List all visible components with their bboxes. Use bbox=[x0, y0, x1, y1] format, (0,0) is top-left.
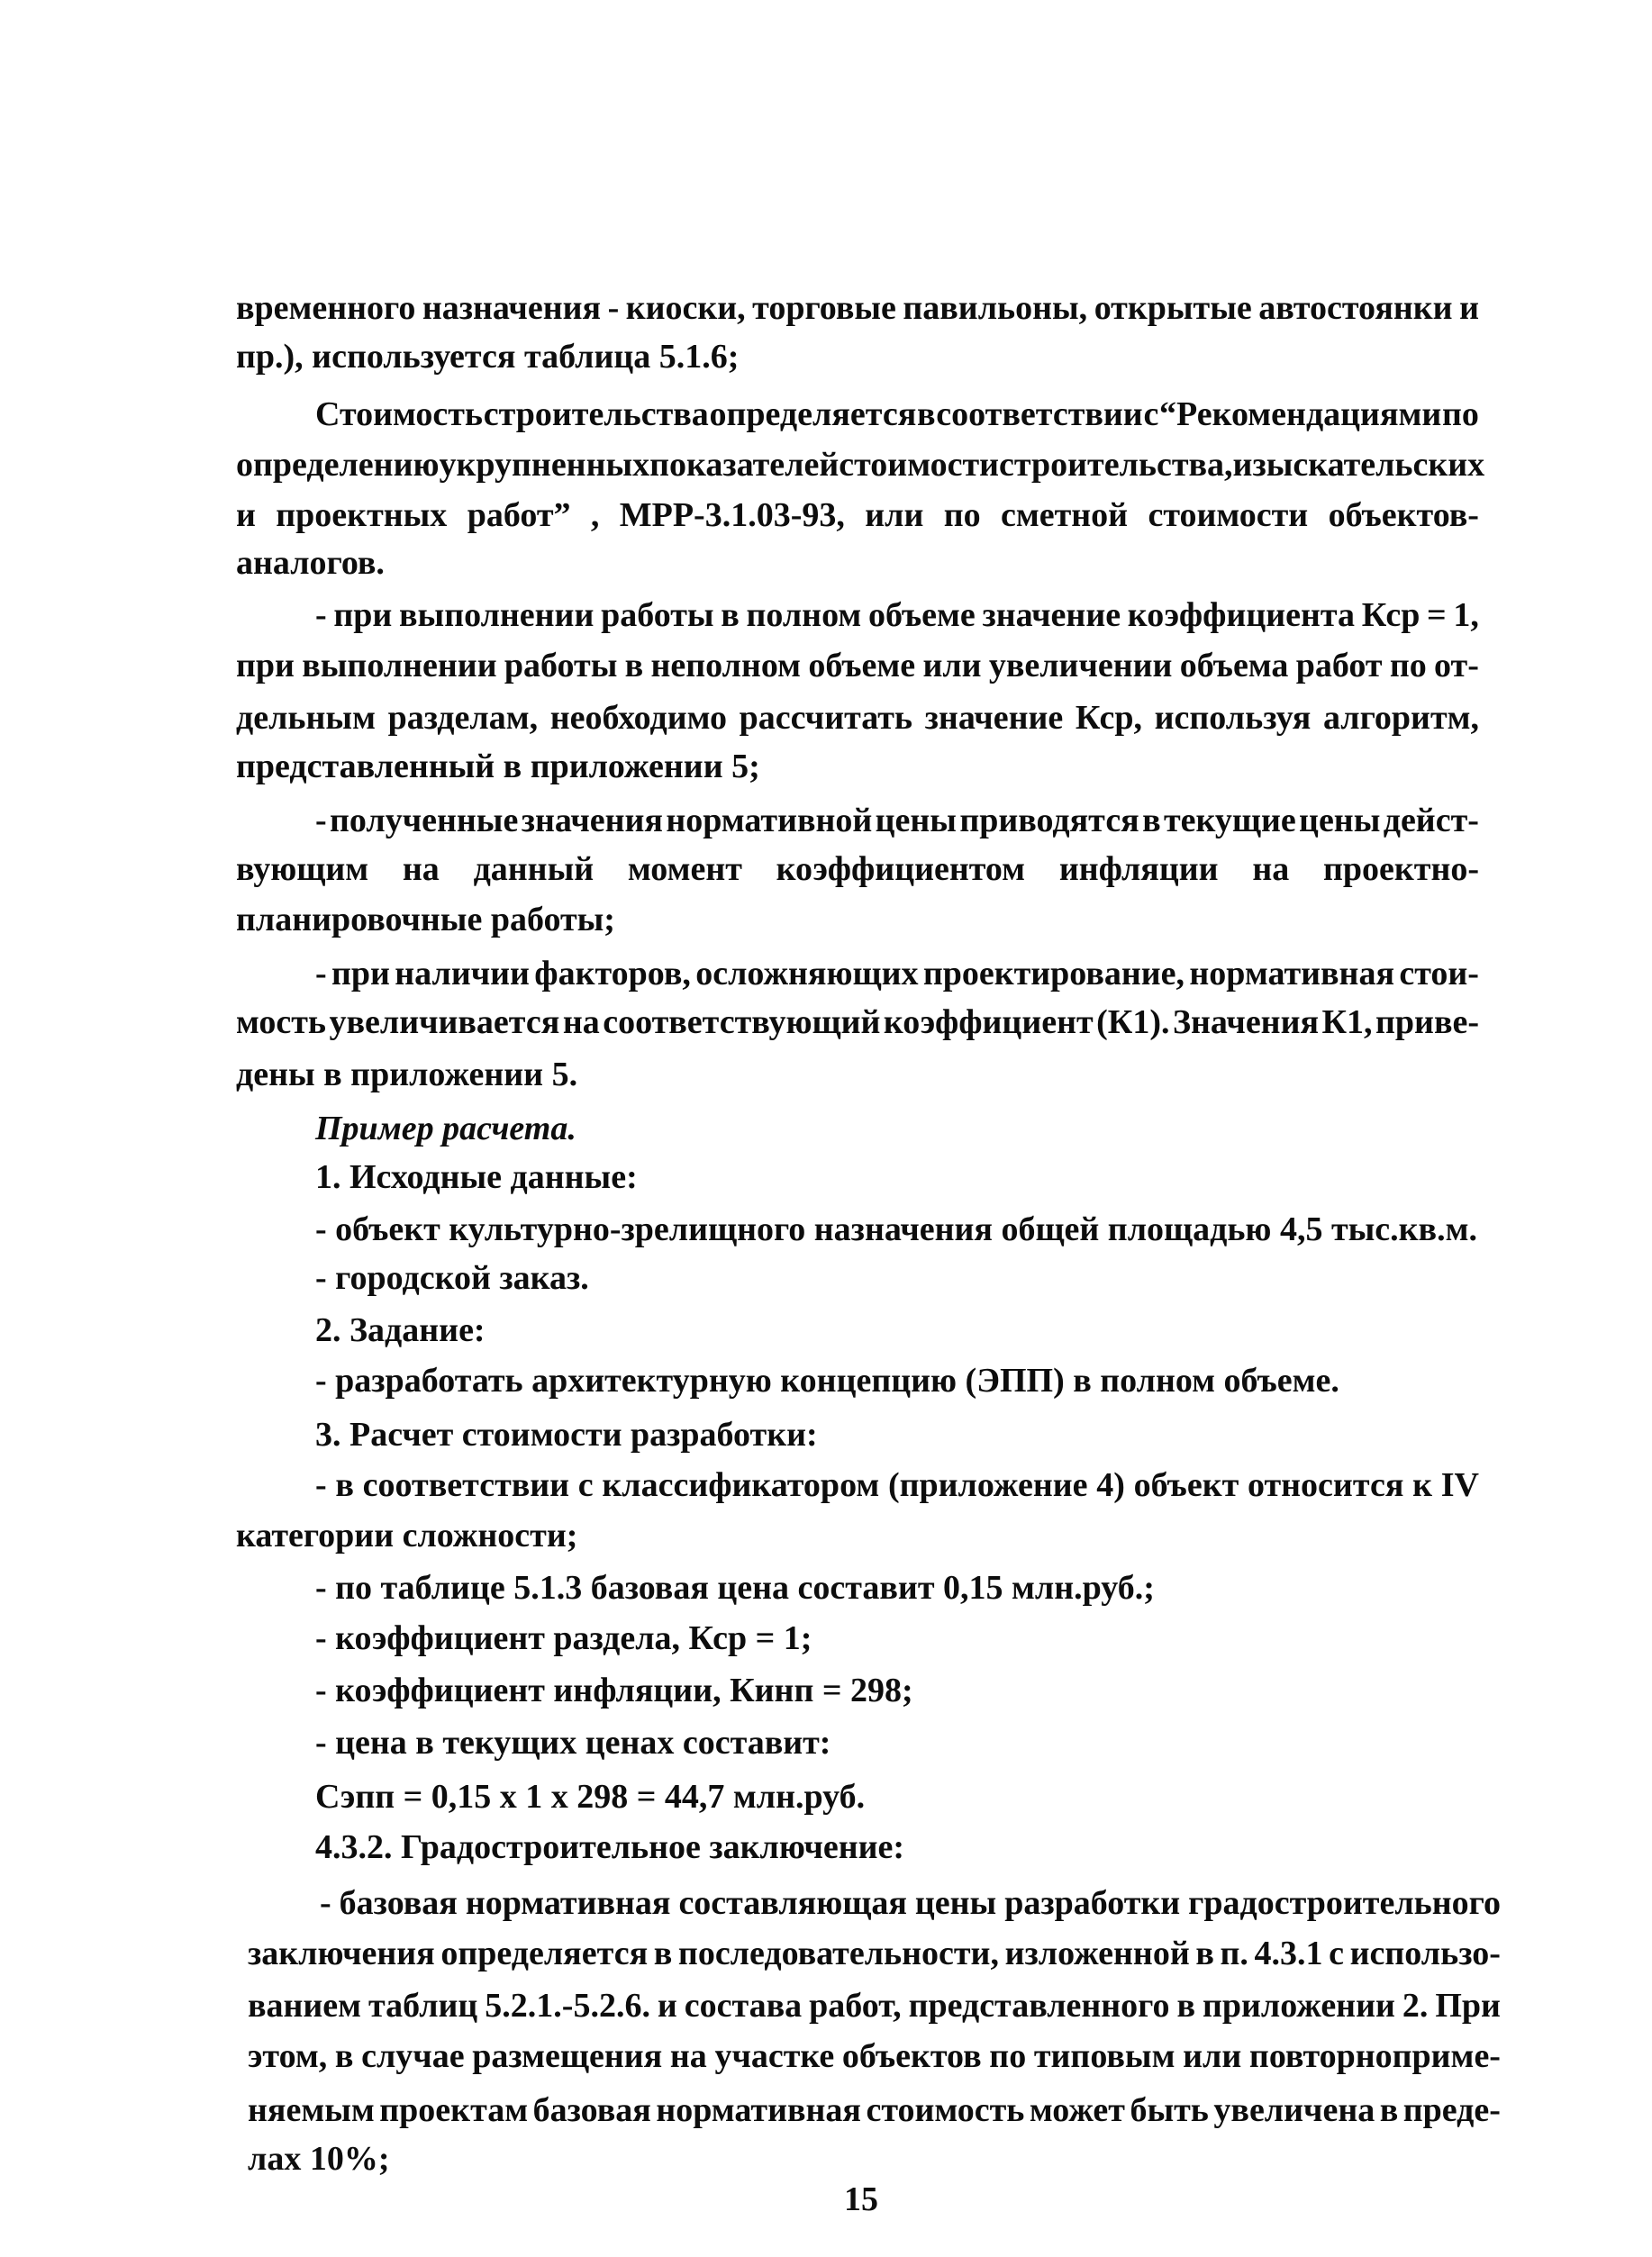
word: с bbox=[1143, 395, 1159, 433]
word: временного bbox=[236, 289, 416, 327]
word: участке bbox=[714, 2037, 835, 2075]
word: проектных bbox=[276, 496, 448, 534]
word: соответствии bbox=[936, 395, 1143, 433]
text-line bbox=[236, 701, 1479, 735]
text-line bbox=[236, 852, 1479, 886]
word: базовая bbox=[339, 1884, 458, 1922]
word: вующим bbox=[236, 850, 369, 888]
word: нормативная bbox=[656, 2091, 861, 2129]
word: К1, bbox=[1321, 1003, 1373, 1041]
word: в bbox=[917, 395, 936, 433]
word: - bbox=[320, 1884, 331, 1922]
word: - bbox=[315, 955, 327, 993]
word: 4) bbox=[1096, 1466, 1125, 1504]
word: алгоритм, bbox=[1322, 699, 1479, 737]
word: размещения bbox=[472, 2037, 663, 2075]
word: определению bbox=[236, 446, 440, 484]
word: показателей bbox=[649, 446, 840, 484]
text-line: - разработать архитектурную концепцию (ЭПП) в полном объеме. bbox=[315, 1362, 1339, 1400]
word: осложняющих bbox=[695, 955, 919, 993]
word: на bbox=[562, 1003, 600, 1041]
word: объектов- bbox=[1328, 496, 1479, 534]
word: - bbox=[315, 1466, 327, 1504]
word: быть bbox=[1130, 2091, 1209, 2129]
word: цены bbox=[914, 1884, 997, 1922]
word: в bbox=[1176, 1987, 1195, 2025]
word: “Рекомендациями bbox=[1159, 395, 1442, 433]
text-line: дены в приложении 5. bbox=[236, 1056, 578, 1093]
text-line bbox=[320, 1886, 1501, 1920]
word: работ bbox=[1295, 647, 1383, 684]
word: в bbox=[1195, 1935, 1214, 1972]
word: п. bbox=[1220, 1935, 1248, 1972]
word: на bbox=[402, 850, 440, 888]
text-line: - коэффициент раздела, Кср = 1; bbox=[315, 1619, 812, 1657]
text-line: аналогов. bbox=[236, 544, 385, 582]
word: градостроительного bbox=[1188, 1884, 1501, 1922]
word: при bbox=[236, 647, 295, 684]
word: определяется bbox=[440, 1935, 649, 1972]
word: в bbox=[334, 2037, 354, 2075]
text-line bbox=[248, 2039, 1501, 2073]
word: нормативная bbox=[465, 1884, 671, 1922]
text-line: - объект культурно-зрелищного назначения общей площадью 4,5 тыс.кв.м. bbox=[315, 1210, 1477, 1248]
word: работ, bbox=[809, 1987, 902, 2025]
word: в bbox=[721, 596, 740, 634]
word: составляющая bbox=[678, 1884, 907, 1922]
word: стоимости bbox=[839, 446, 1000, 484]
word: работы bbox=[601, 596, 714, 634]
text-line: Сэпп = 0,15 х 1 х 298 = 44,7 млн.руб. bbox=[315, 1778, 866, 1816]
word: дейст- bbox=[1383, 802, 1479, 839]
text-line bbox=[236, 1005, 1479, 1039]
word: строительства, bbox=[999, 446, 1233, 484]
word: объектов bbox=[841, 2037, 982, 2075]
word: коэффициентом bbox=[776, 850, 1026, 888]
word: коэффициента bbox=[1127, 596, 1356, 634]
word: в bbox=[653, 1935, 673, 1972]
word: инфляции bbox=[1058, 850, 1219, 888]
text-line bbox=[236, 446, 1485, 484]
word: - bbox=[315, 802, 327, 839]
word: увеличена bbox=[1213, 2091, 1375, 2129]
word: (приложение bbox=[887, 1466, 1088, 1504]
word: работ” bbox=[467, 496, 571, 534]
word: этом, bbox=[248, 2037, 328, 2075]
word: или bbox=[922, 647, 982, 684]
word: стоимость bbox=[866, 2091, 1025, 2129]
word: - bbox=[315, 596, 327, 634]
word: стоимости bbox=[1148, 496, 1309, 534]
word: неполном bbox=[650, 647, 802, 684]
word: данный bbox=[473, 850, 595, 888]
word: няемым bbox=[248, 2091, 375, 2129]
word: полученные bbox=[330, 802, 519, 839]
word: ванием bbox=[248, 1987, 362, 2025]
word: в bbox=[1142, 802, 1161, 839]
text-line: пр.), используется таблица 5.1.6; bbox=[236, 338, 740, 376]
word: значение bbox=[924, 699, 1064, 737]
text-line bbox=[236, 291, 1479, 325]
text-line: - коэффициент инфляции, Кинп = 298; bbox=[315, 1672, 913, 1709]
word: или bbox=[865, 496, 924, 534]
word: или bbox=[1183, 2037, 1242, 2075]
text-line bbox=[315, 1468, 1479, 1502]
word: приложении bbox=[1202, 1987, 1395, 2025]
word: 2. bbox=[1402, 1987, 1429, 2025]
text-line: 4.3.2. Градостроительное заключение: bbox=[315, 1828, 905, 1866]
word: проектно- bbox=[1322, 850, 1479, 888]
word: цены bbox=[1299, 802, 1381, 839]
word: мость bbox=[236, 1003, 327, 1041]
word: выполнении bbox=[399, 596, 595, 634]
word: полном bbox=[746, 596, 862, 634]
word: = bbox=[1427, 596, 1447, 634]
word: определяется bbox=[709, 395, 917, 433]
word: изыскательских bbox=[1232, 446, 1485, 484]
word: торговые bbox=[752, 289, 896, 327]
word: рассчитать bbox=[739, 699, 913, 737]
word: открытые bbox=[1094, 289, 1252, 327]
word: момент bbox=[627, 850, 742, 888]
word: проектирование, bbox=[922, 955, 1185, 993]
text-line: - цена в текущих ценах составит: bbox=[315, 1724, 831, 1762]
word: используя bbox=[1154, 699, 1312, 737]
word: при bbox=[333, 596, 393, 634]
word: изложенной bbox=[1004, 1935, 1190, 1972]
word: по bbox=[1389, 647, 1427, 684]
word: , bbox=[590, 496, 600, 534]
word: состава bbox=[684, 1987, 803, 2025]
word: МРР-3.1.03-93, bbox=[619, 496, 845, 534]
word: необходимо bbox=[549, 699, 728, 737]
text-line: - городской заказ. bbox=[315, 1259, 589, 1297]
text-line bbox=[248, 2093, 1501, 2127]
word: разделам, bbox=[387, 699, 539, 737]
text-line bbox=[315, 803, 1479, 838]
word: нормативной bbox=[666, 802, 873, 839]
word: Стоимость bbox=[315, 395, 484, 433]
word: наличии bbox=[395, 955, 530, 993]
word: назначения bbox=[422, 289, 602, 327]
word: соответствии bbox=[362, 1466, 570, 1504]
word: (К1). bbox=[1096, 1003, 1170, 1041]
word: на bbox=[1252, 850, 1290, 888]
word: преде- bbox=[1402, 2091, 1501, 2129]
text-line bbox=[236, 498, 1479, 532]
text-line: 1. Исходные данные: bbox=[315, 1158, 638, 1196]
word: При bbox=[1435, 1987, 1501, 2025]
text-line bbox=[248, 1989, 1501, 2023]
word: павильоны, bbox=[903, 289, 1088, 327]
text-line: категории сложности; bbox=[236, 1517, 578, 1555]
word: сметной bbox=[1001, 496, 1129, 534]
word: и bbox=[1459, 289, 1479, 327]
word: базовая bbox=[532, 2091, 651, 2129]
word: объеме bbox=[808, 647, 916, 684]
word: может bbox=[1029, 2091, 1125, 2129]
word: с bbox=[1329, 1935, 1345, 1972]
page-number: 15 bbox=[844, 2180, 878, 2218]
word: типовым bbox=[1033, 2037, 1175, 2075]
word: по bbox=[1442, 395, 1479, 433]
word: приве- bbox=[1375, 1003, 1479, 1041]
text-line: представленный в приложении 5; bbox=[236, 748, 760, 785]
word: объема bbox=[1179, 647, 1289, 684]
word: дельным bbox=[236, 699, 376, 737]
text-line bbox=[315, 598, 1479, 632]
word: соответствующий bbox=[603, 1003, 881, 1041]
word: использо- bbox=[1349, 1935, 1501, 1972]
text-line bbox=[248, 1936, 1501, 1971]
word: случае bbox=[361, 2037, 465, 2075]
word: от- bbox=[1434, 647, 1479, 684]
word: - bbox=[607, 289, 620, 327]
word: Кср, bbox=[1075, 699, 1143, 737]
text-line: 3. Расчет стоимости разработки: bbox=[315, 1416, 818, 1454]
text-line bbox=[236, 648, 1479, 683]
word: на bbox=[669, 2037, 707, 2075]
word: объект bbox=[1133, 1466, 1239, 1504]
word: 4.3.1 bbox=[1254, 1935, 1323, 1972]
word: строительства bbox=[483, 395, 709, 433]
word: в bbox=[1379, 2091, 1399, 2129]
word: при bbox=[331, 955, 390, 993]
word: значения bbox=[521, 802, 663, 839]
word: факторов, bbox=[534, 955, 691, 993]
word: работы bbox=[504, 647, 618, 684]
word: нормативная bbox=[1189, 955, 1395, 993]
text-line bbox=[315, 397, 1479, 431]
word: Кср bbox=[1361, 596, 1421, 634]
word: разработки bbox=[1004, 1884, 1181, 1922]
word: коэффициент bbox=[883, 1003, 1094, 1041]
word: заключения bbox=[248, 1935, 435, 1972]
word: увеличивается bbox=[329, 1003, 560, 1041]
word: проектам bbox=[379, 2091, 529, 2129]
word: IV bbox=[1440, 1466, 1479, 1504]
text-line: лах 10%; bbox=[248, 2140, 390, 2178]
word: Значения bbox=[1172, 1003, 1320, 1041]
word: значение bbox=[982, 596, 1121, 634]
text-line: 2. Задание: bbox=[315, 1311, 486, 1349]
text-line: Пример расчета. bbox=[315, 1110, 576, 1147]
word: 5.2.1.-5.2.6. bbox=[485, 1987, 650, 2025]
word: цены bbox=[875, 802, 957, 839]
word: классификатором bbox=[602, 1466, 880, 1504]
word: представленного bbox=[908, 1987, 1170, 2025]
word: и bbox=[236, 496, 256, 534]
word: в bbox=[624, 647, 644, 684]
word: последовательности, bbox=[677, 1935, 999, 1972]
word: укрупненных bbox=[439, 446, 650, 484]
word: в bbox=[335, 1466, 354, 1504]
word: с bbox=[577, 1466, 594, 1504]
word: выполнении bbox=[302, 647, 497, 684]
word: относится bbox=[1248, 1466, 1404, 1504]
text-line: планировочные работы; bbox=[236, 901, 615, 938]
text-line bbox=[315, 956, 1479, 991]
word: объеме bbox=[867, 596, 976, 634]
word: текущие bbox=[1163, 802, 1296, 839]
word: таблиц bbox=[368, 1987, 478, 2025]
word: по bbox=[943, 496, 981, 534]
word: увеличении bbox=[988, 647, 1173, 684]
word: киоски, bbox=[625, 289, 746, 327]
word: и bbox=[657, 1987, 677, 2025]
word: стои- bbox=[1399, 955, 1479, 993]
word: автостоянки bbox=[1258, 289, 1453, 327]
text-line: - по таблице 5.1.3 базовая цена составит 0,15 млн.руб.; bbox=[315, 1569, 1155, 1607]
word: приводятся bbox=[959, 802, 1139, 839]
word: повторноприме- bbox=[1248, 2037, 1501, 2075]
word: по bbox=[989, 2037, 1027, 2075]
word: 1, bbox=[1453, 596, 1479, 634]
word: к bbox=[1412, 1466, 1433, 1504]
